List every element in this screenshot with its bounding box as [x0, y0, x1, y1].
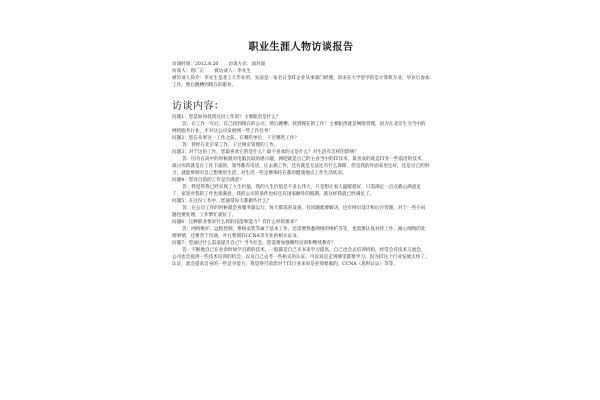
qa-list: [172, 114, 430, 268]
answer-continuation: 认证，就会提高自身的一些竞争能力，我觉得目前您对于IT行业来说是必须要做的，CCNA（思科认证）等等。: [172, 262, 398, 267]
document-page: [172, 36, 430, 396]
answer: 答：在工作一年后，自己找到现在的公司，然后跳槽，找到现在的工作！主要职责就是网络管理，因为在北京生为当中的网络服务行业，才对这公司发展网一些工作任务！: [172, 122, 426, 134]
interview-time: 访谈时间：2012.8.20: [172, 62, 219, 67]
question: 问题4：您对目前的工作是否满意？: [172, 178, 244, 183]
meta-block: [172, 61, 430, 89]
meta-row-2: [172, 68, 430, 75]
question: 问题6：这种职业要求什么样的技能和能力？有什么样的要求？: [172, 220, 299, 225]
question: 问题1：您是如何找到这份工作的？主要职责是什么？: [172, 115, 281, 120]
answer: 答：曾经在北京拿工作，干过网页管理的工作。: [182, 143, 279, 148]
question: 问题3：对于这份工作，您最喜欢它的是什么？最不喜欢的又是什么？对生活有怎样的影响？: [172, 150, 359, 155]
interviewee-intro: 被访谈人简介：李先生是北工大毕业的，先前是一家名日金IT企业从事部门经理，原来在大学里学的是计算机专业，毕业后参加工作，然后跳槽到现在的职业。: [172, 76, 430, 88]
answer: 答：在公司工作的时候就是看服务器运行，每天都巡查设备，有问题就要解决，还有网页设计和后台管理，对于一些小问题也要处理，工作繁忙就好了。: [172, 206, 426, 218]
answer: 答：不断地自己在业余时间学习新的技术，一般都是自己买书来学习提高，自己也会去培训机构，经常会有技术交流会，公司也会提供一些技术培训的机会，以及自己去考一些相关的认证，可以说是走到哪里都要学习，因为IT这个行业发展太快了。: [172, 248, 430, 260]
document-title: 职业生涯人物访谈报告: [248, 42, 354, 53]
answer: 答：我觉得我已经实现了人生价值，我的人生价值是不多么伟大，只是想让家人温暖就好，只需满足一点点就心满意足了，家里对我的工作也很满意，我的公司的条件也好还有国家额外的假期，就这样我就已经满足了。: [172, 185, 421, 197]
answer: 答：因为在高中的时候就对电脑比较的感兴趣，网吧就是自己的主食当中的IT技术，最喜欢的就是IT业一些前沿的技术，最讨厌的就是在工作下面的，领导都有电话，让去搞工作，还有就是无法还有什么保障，但是我的外面家里还好，还是自己的努力，就能够拥有自己想要的生活，对生活一些足够保持在都的健康地点工作生活状况。: [172, 157, 430, 176]
interviewee: 被访谈人：李先生: [214, 69, 251, 74]
question: 问题5：在这份工作中，您通常每天都做些什么？: [172, 199, 272, 204]
interviewer: 访谈人：周广正: [172, 69, 205, 74]
meta-row-1: [172, 61, 430, 68]
answer: 答：网络维护，远程控制，系统安装等属于基本工作，还需要熟悉网络的维护等等，也需要认真对待工作，耐心细致的处理事情，还要善于沟通，并且要拥有CCNA等专业的相关证书。: [172, 227, 426, 239]
section-title: 访谈内容：: [172, 101, 225, 112]
question: 问题7：您通过什么渠道提升自己？当今社会，您需要加强哪些培训和继续教育？: [172, 241, 336, 246]
interview-method: 访谈方式：面对面: [228, 62, 266, 67]
question: 问题2：您在从事这一工作之前，在哪些单位，干过哪些工作？: [172, 136, 299, 141]
